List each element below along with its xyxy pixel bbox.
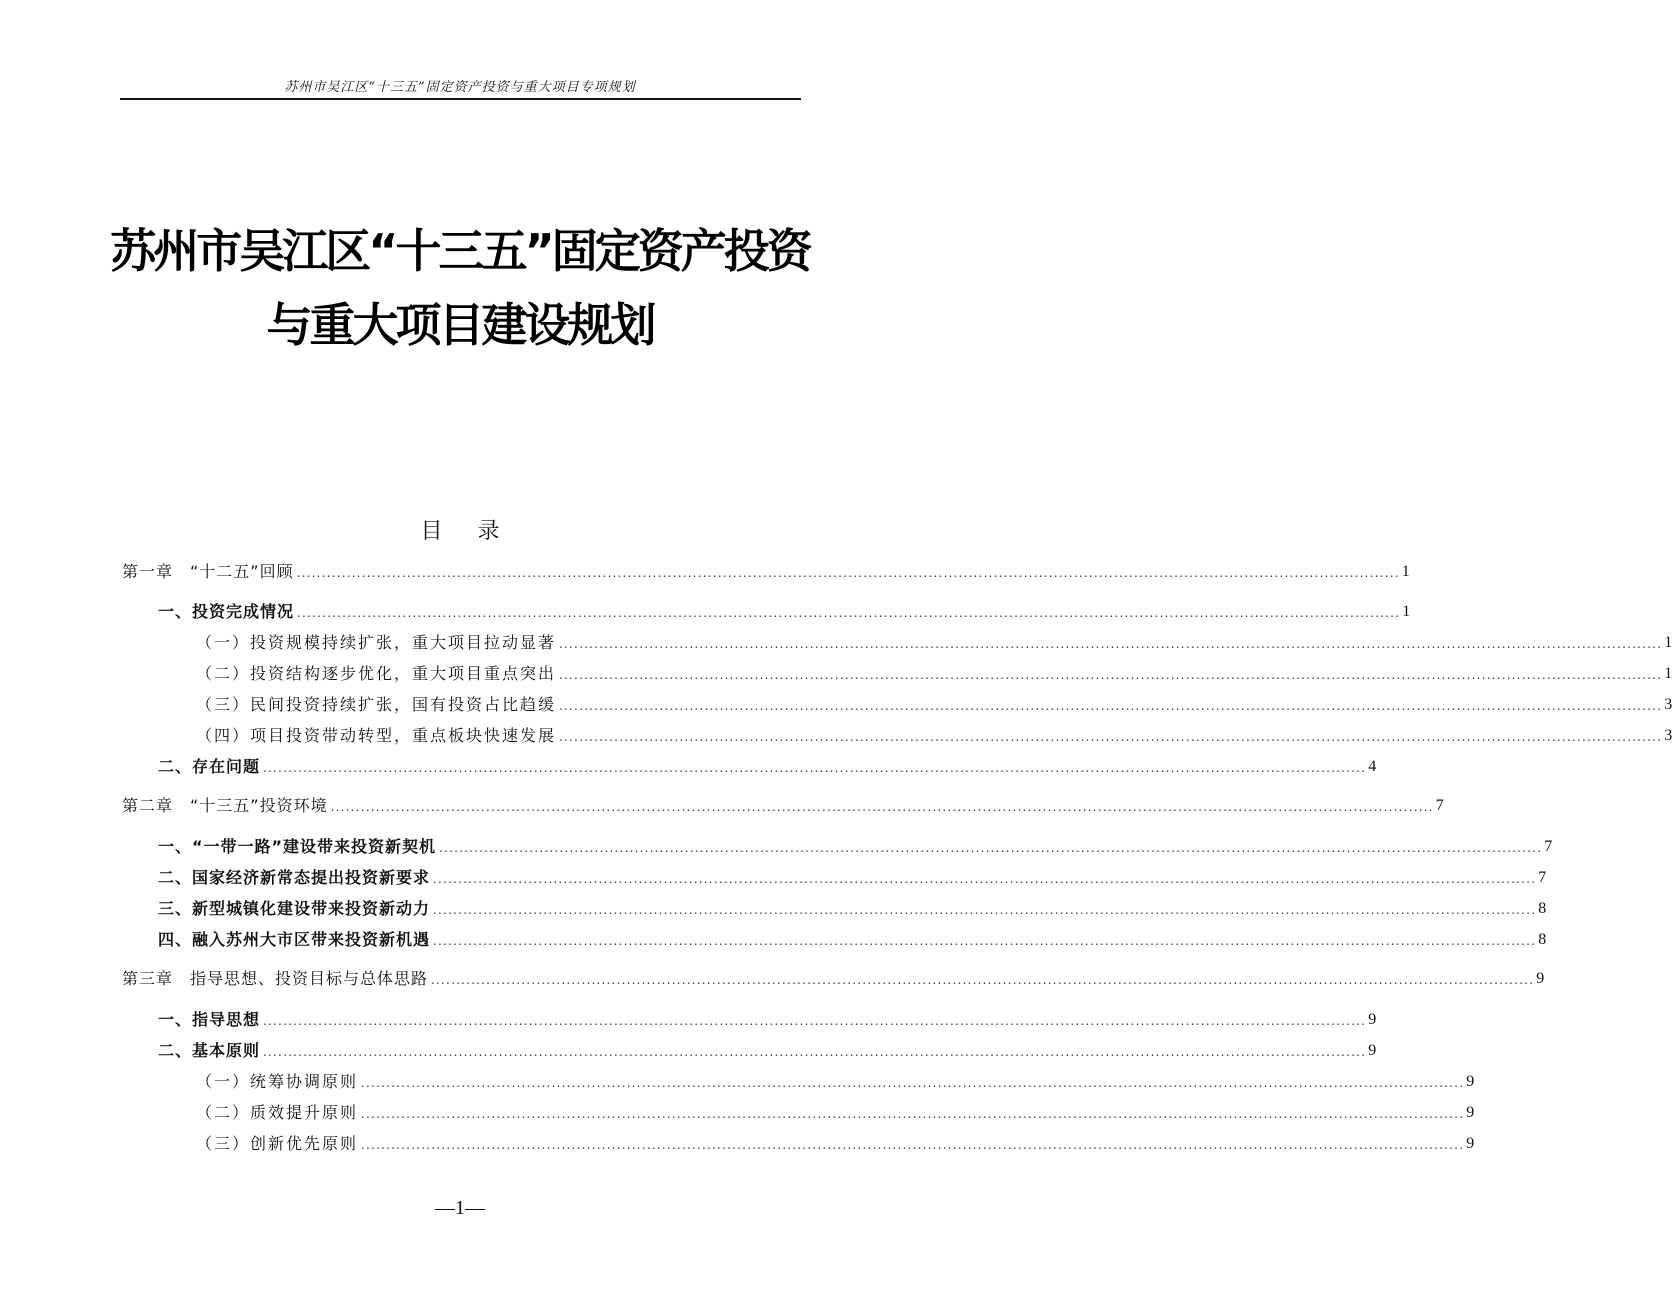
toc-entry[interactable] [158,1006,1377,1030]
toc-leader-dots: ............................................................................................................................................................................................................................ [433,872,1537,886]
toc-leader-dots: ............................................................................................................................................................................................................................ [361,1107,1465,1121]
toc-leader-dots: ............................................................................................................................................................................................................................ [433,934,1537,948]
toc-entry-label: 一、投资完成情况 [158,602,295,621]
toc-leader-dots: ............................................................................................................................................................................................................................ [297,606,1401,620]
toc-entry[interactable] [196,691,1672,715]
toc-entry[interactable] [122,792,1444,816]
toc-entry[interactable] [158,598,1411,622]
toc-entry-label: 第三章 指导思想、投资目标与总体思路 [122,969,429,988]
toc-entry-label: 第二章 “十三五”投资环境 [122,796,328,815]
toc-entry-label: （三）民间投资持续扩张，国有投资占比趋缓 [196,695,557,714]
toc-entry[interactable] [196,1099,1475,1123]
toc-leader-dots: ............................................................................................................................................................................................................................ [559,668,1663,682]
toc-leader-dots: ............................................................................................................................................................................................................................ [263,1045,1367,1059]
document-title-line-1: 苏州市吴江区“十三五”固定资产投资 [110,224,810,278]
running-header: 苏州市吴江区“十三五”固定资产投资与重大项目专项规划 [284,80,636,95]
toc-entry-label: 第一章 “十二五”回顾 [122,562,294,581]
toc-leader-dots: ............................................................................................................................................................................................................................ [433,903,1537,917]
toc-leader-dots: ............................................................................................................................................................................................................................ [263,1014,1367,1028]
toc-entry[interactable] [158,753,1377,777]
toc-entry-page: 3 [1664,696,1672,713]
toc-entry-label: （一）统筹协调原则 [196,1072,359,1091]
toc-entry-label: （三）创新优先原则 [196,1134,359,1153]
toc-entry-label: （一）投资规模持续扩张，重大项目拉动显著 [196,633,557,652]
toc-entry-label: 四、融入苏州大市区带来投资新机遇 [158,930,431,949]
toc-entry-label: （四）项目投资带动转型，重点板块快速发展 [196,726,557,745]
toc-entry[interactable] [122,558,1410,582]
toc-entry-page: 1 [1664,634,1672,651]
toc-entry[interactable] [158,864,1547,888]
toc-entry-page: 8 [1538,931,1547,948]
toc-entry-page: 7 [1435,797,1444,814]
toc-entry-page: 9 [1368,1042,1377,1059]
toc-entry-label: 一、“一带一路”建设带来投资新契机 [158,837,437,856]
toc-entry[interactable] [158,833,1553,857]
toc-entry[interactable] [122,965,1545,989]
toc-entry-label: 三、新型城镇化建设带来投资新动力 [158,899,431,918]
toc-leader-dots: ............................................................................................................................................................................................................................ [361,1076,1465,1090]
toc-heading: 目 录 [420,519,514,544]
toc-leader-dots: ............................................................................................................................................................................................................................ [431,973,1535,987]
toc-leader-dots: ............................................................................................................................................................................................................................ [330,800,1434,814]
toc-entry-page: 1 [1402,603,1411,620]
toc-entry[interactable] [158,895,1547,919]
toc-entry-page: 1 [1401,563,1410,580]
toc-entry-page: 3 [1664,727,1672,744]
toc-entry-page: 8 [1538,900,1547,917]
toc-leader-dots: ............................................................................................................................................................................................................................ [559,699,1663,713]
toc-entry-page: 4 [1368,758,1377,775]
toc-entry-label: 一、指导思想 [158,1010,261,1029]
toc-entry[interactable] [196,722,1672,746]
toc-leader-dots: ............................................................................................................................................................................................................................ [559,730,1663,744]
toc-entry-page: 9 [1466,1073,1475,1090]
toc-entry-label: （二）投资结构逐步优化，重大项目重点突出 [196,664,557,683]
toc-leader-dots: ............................................................................................................................................................................................................................ [361,1138,1465,1152]
page-number: —1— [435,1197,485,1219]
document-title-line-2: 与重大项目建设规划 [266,298,654,352]
toc-entry-label: 二、国家经济新常态提出投资新要求 [158,868,431,887]
toc-entry[interactable] [158,1037,1377,1061]
toc-leader-dots: ............................................................................................................................................................................................................................ [296,566,1400,580]
toc-entry-label: 二、存在问题 [158,757,261,776]
toc-entry[interactable] [196,660,1672,684]
toc-entry-page: 7 [1538,869,1547,886]
toc-leader-dots: ............................................................................................................................................................................................................................ [439,841,1543,855]
toc-leader-dots: ............................................................................................................................................................................................................................ [559,637,1663,651]
document-title [100,214,820,362]
header-rule [120,98,801,100]
toc-entry-label: 二、基本原则 [158,1041,261,1060]
toc-leader-dots: ............................................................................................................................................................................................................................ [263,761,1367,775]
toc-entry[interactable] [196,1130,1475,1154]
toc-entry[interactable] [158,926,1547,950]
toc-entry-label: （二）质效提升原则 [196,1103,359,1122]
toc-entry[interactable] [196,1068,1475,1092]
toc-entry-page: 9 [1536,970,1545,987]
toc-entry-page: 9 [1466,1104,1475,1121]
toc-entry-page: 7 [1544,838,1553,855]
toc-entry-page: 9 [1368,1011,1377,1028]
toc-entry-page: 9 [1466,1135,1475,1152]
toc-entry[interactable] [196,629,1672,653]
toc-entry-page: 1 [1664,665,1672,682]
